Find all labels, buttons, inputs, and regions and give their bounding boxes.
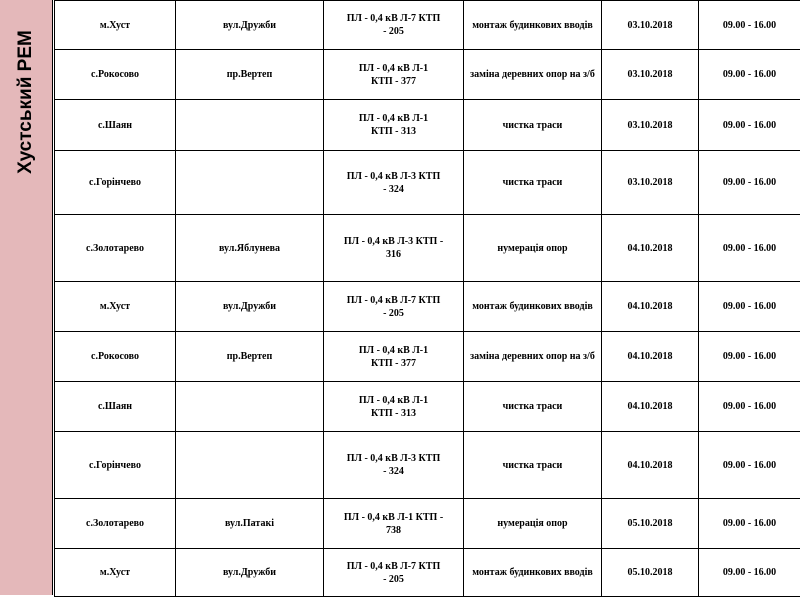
date-cell: 04.10.2018	[602, 282, 699, 332]
date-cell: 03.10.2018	[602, 100, 699, 151]
table-row	[55, 1, 800, 50]
table-row	[55, 332, 800, 382]
power-line-cell: ПЛ - 0,4 кВ Л-3 КТП - 324	[324, 151, 464, 215]
time-cell: 09.00 - 16.00	[699, 151, 800, 215]
settlement-cell: с.Шаян	[55, 100, 176, 151]
work-type-cell: чистка траси	[464, 151, 602, 215]
work-type-cell: монтаж будинкових вводів	[464, 282, 602, 332]
table-row	[55, 499, 800, 549]
work-type-cell: чистка траси	[464, 100, 602, 151]
time-cell: 09.00 - 16.00	[699, 282, 800, 332]
settlement-cell: с.Горінчево	[55, 432, 176, 499]
power-line-cell: ПЛ - 0,4 кВ Л-3 КТП - 316	[324, 215, 464, 282]
table-row	[55, 151, 800, 215]
settlement-cell: м.Хуст	[55, 1, 176, 50]
settlement-cell: с.Золотарево	[55, 499, 176, 549]
power-line-cell: ПЛ - 0,4 кВ Л-7 КТП - 205	[324, 1, 464, 50]
time-cell: 09.00 - 16.00	[699, 100, 800, 151]
street-cell: пр.Вертеп	[176, 50, 324, 100]
time-cell: 09.00 - 16.00	[699, 382, 800, 432]
date-cell: 04.10.2018	[602, 382, 699, 432]
date-cell: 04.10.2018	[602, 432, 699, 499]
power-line-cell: ПЛ - 0,4 кВ Л-1 КТП - 313	[324, 100, 464, 151]
power-line-cell: ПЛ - 0,4 кВ Л-7 КТП - 205	[324, 549, 464, 597]
district-side-label	[0, 0, 53, 595]
street-cell	[176, 100, 324, 151]
street-cell: вул.Дружби	[176, 1, 324, 50]
power-line-cell: ПЛ - 0,4 кВ Л-1 КТП - 738	[324, 499, 464, 549]
street-cell	[176, 382, 324, 432]
power-line-cell: ПЛ - 0,4 кВ Л-1 КТП - 313	[324, 382, 464, 432]
settlement-cell: с.Шаян	[55, 382, 176, 432]
table-row	[55, 432, 800, 499]
power-line-cell: ПЛ - 0,4 кВ Л-1 КТП - 377	[324, 50, 464, 100]
time-cell: 09.00 - 16.00	[699, 50, 800, 100]
outage-schedule-table	[54, 0, 800, 597]
date-cell: 04.10.2018	[602, 215, 699, 282]
power-line-cell: ПЛ - 0,4 кВ Л-3 КТП - 324	[324, 432, 464, 499]
settlement-cell: м.Хуст	[55, 282, 176, 332]
settlement-cell: с.Горінчево	[55, 151, 176, 215]
work-type-cell: нумерація опор	[464, 215, 602, 282]
settlement-cell: с.Рокосово	[55, 50, 176, 100]
work-type-cell: чистка траси	[464, 382, 602, 432]
street-cell	[176, 432, 324, 499]
time-cell: 09.00 - 16.00	[699, 215, 800, 282]
settlement-cell: с.Золотарево	[55, 215, 176, 282]
date-cell: 03.10.2018	[602, 50, 699, 100]
date-cell: 03.10.2018	[602, 1, 699, 50]
table-row	[55, 549, 800, 597]
street-cell: вул.Яблунева	[176, 215, 324, 282]
date-cell: 05.10.2018	[602, 549, 699, 597]
work-type-cell: чистка траси	[464, 432, 602, 499]
street-cell: пр.Вертеп	[176, 332, 324, 382]
work-type-cell: монтаж будинкових вводів	[464, 1, 602, 50]
work-type-cell: заміна деревних опор на з/б	[464, 332, 602, 382]
work-type-cell: заміна деревних опор на з/б	[464, 50, 602, 100]
date-cell: 04.10.2018	[602, 332, 699, 382]
work-type-cell: нумерація опор	[464, 499, 602, 549]
street-cell: вул.Патакі	[176, 499, 324, 549]
settlement-cell: м.Хуст	[55, 549, 176, 597]
time-cell: 09.00 - 16.00	[699, 499, 800, 549]
time-cell: 09.00 - 16.00	[699, 332, 800, 382]
date-cell: 05.10.2018	[602, 499, 699, 549]
table-row	[55, 282, 800, 332]
time-cell: 09.00 - 16.00	[699, 432, 800, 499]
work-type-cell: монтаж будинкових вводів	[464, 549, 602, 597]
street-cell	[176, 151, 324, 215]
power-line-cell: ПЛ - 0,4 кВ Л-1 КТП - 377	[324, 332, 464, 382]
date-cell: 03.10.2018	[602, 151, 699, 215]
settlement-cell: с.Рокосово	[55, 332, 176, 382]
table-row	[55, 215, 800, 282]
time-cell: 09.00 - 16.00	[699, 1, 800, 50]
district-name: Хустський РЕМ	[15, 30, 37, 174]
power-line-cell: ПЛ - 0,4 кВ Л-7 КТП - 205	[324, 282, 464, 332]
street-cell: вул.Дружби	[176, 549, 324, 597]
street-cell: вул.Дружби	[176, 282, 324, 332]
table-row	[55, 100, 800, 151]
table-row	[55, 382, 800, 432]
table-row	[55, 50, 800, 100]
time-cell: 09.00 - 16.00	[699, 549, 800, 597]
